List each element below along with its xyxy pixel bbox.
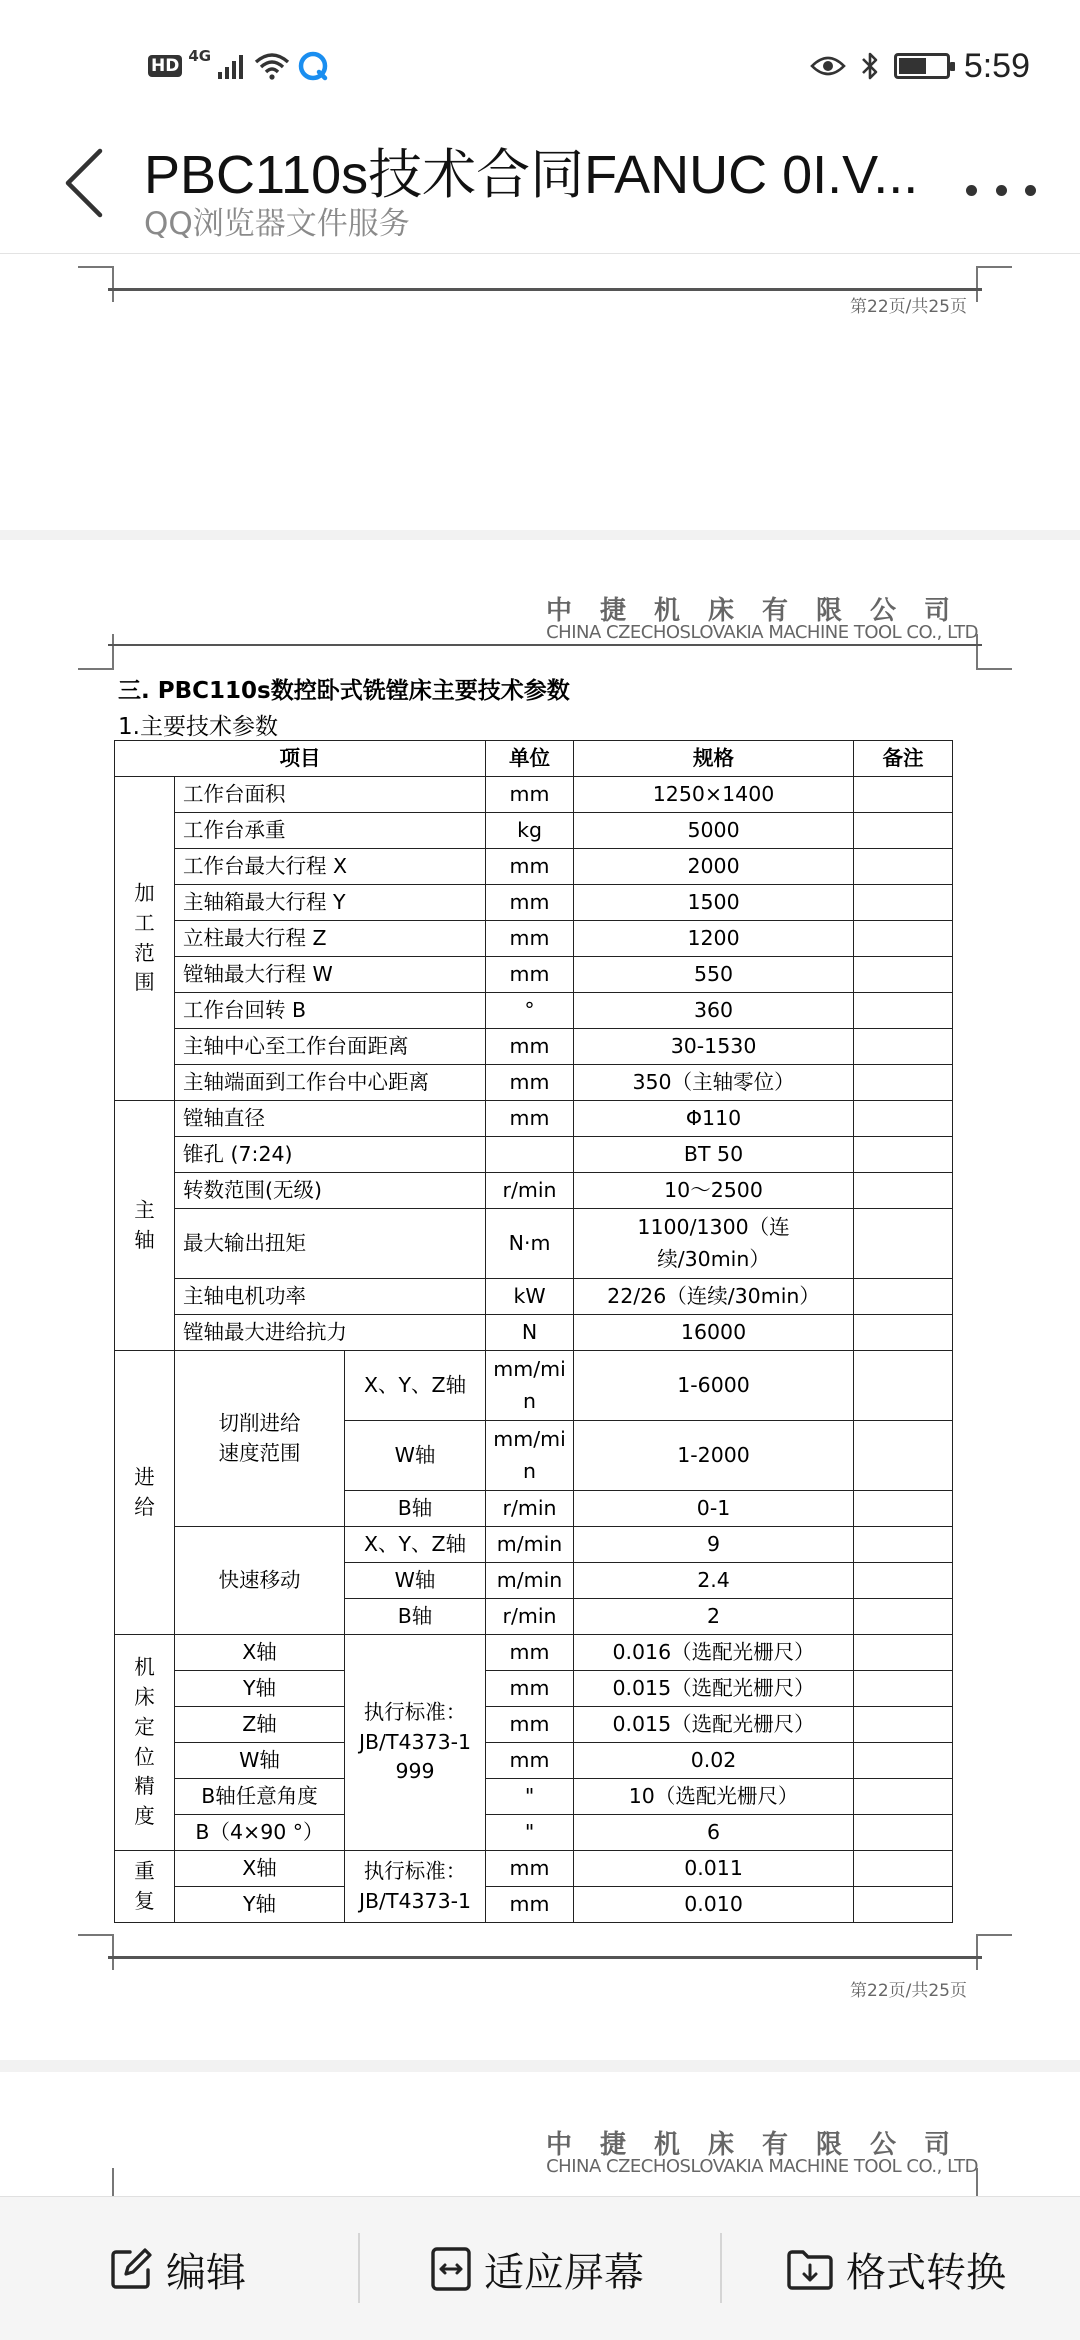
- feed-spec: 1-6000: [574, 1351, 854, 1421]
- browser-app-icon: [297, 50, 329, 82]
- param-note: [854, 957, 953, 993]
- param-note: [854, 1815, 953, 1851]
- table-row: [115, 1707, 953, 1743]
- param-spec: 350（主轴零位）: [574, 1065, 854, 1101]
- col-header-spec: 规格: [574, 741, 854, 777]
- feed-axis: B轴: [345, 1599, 486, 1635]
- footer-rule: [108, 288, 982, 291]
- param-name: 主轴端面到工作台中心距离: [175, 1065, 486, 1101]
- param-unit: mm: [486, 1029, 574, 1065]
- table-row: [115, 813, 953, 849]
- edit-label: 编辑: [166, 2249, 246, 2296]
- param-spec: 360: [574, 993, 854, 1029]
- sub-heading: 1.主要技术参数: [118, 714, 278, 740]
- accuracy-axis: B（4×90 °）: [175, 1815, 345, 1851]
- param-note: [854, 921, 953, 957]
- accuracy-unit: mm: [486, 1707, 574, 1743]
- param-unit: mm: [486, 777, 574, 813]
- param-note: [854, 1279, 953, 1315]
- toolbar-divider: [358, 2233, 360, 2303]
- feed-spec: 1-2000: [574, 1421, 854, 1491]
- param-name: 主轴箱最大行程 Y: [175, 885, 486, 921]
- param-unit: mm: [486, 1101, 574, 1137]
- param-spec: 5000: [574, 813, 854, 849]
- table-row: [115, 1279, 953, 1315]
- table-row: [115, 1137, 953, 1173]
- document-page: [0, 540, 1080, 2060]
- accuracy-spec: 10（选配光栅尺）: [574, 1779, 854, 1815]
- hd-badge: HD: [148, 55, 182, 77]
- param-name: 镗轴最大行程 W: [175, 957, 486, 993]
- table-header-row: [115, 741, 953, 777]
- table-row: [115, 1671, 953, 1707]
- param-note: [854, 1707, 953, 1743]
- folder-download-icon: [786, 2247, 834, 2291]
- table-row: [115, 1029, 953, 1065]
- status-bar: [0, 0, 1080, 130]
- param-name: 工作台最大行程 X: [175, 849, 486, 885]
- group-label-positioning: 机 床 定 位 精 度: [115, 1635, 175, 1851]
- table-row: [115, 849, 953, 885]
- feed-spec: 2.4: [574, 1563, 854, 1599]
- spindle-group: [115, 1101, 953, 1351]
- param-name: 镗轴最大进给抗力: [175, 1315, 486, 1351]
- table-row: [115, 1527, 953, 1563]
- header-rule: [108, 644, 982, 646]
- accuracy-spec: 0.02: [574, 1743, 854, 1779]
- group-label-processing: 加 工 范 围: [115, 777, 175, 1101]
- table-row: [115, 1173, 953, 1209]
- accuracy-unit: ": [486, 1815, 574, 1851]
- edit-icon: [108, 2246, 154, 2292]
- table-row: [115, 885, 953, 921]
- fit-screen-label: 适应屏幕: [484, 2249, 644, 2296]
- param-unit: mm: [486, 849, 574, 885]
- param-note: [854, 1315, 953, 1351]
- status-indicators: [148, 46, 329, 86]
- param-name: 立柱最大行程 Z: [175, 921, 486, 957]
- table-row: [115, 1779, 953, 1815]
- accuracy-axis: Y轴: [175, 1887, 345, 1923]
- group-label-feed: 进 给: [115, 1351, 175, 1635]
- table-row: [115, 1315, 953, 1351]
- clock: 5:59: [963, 46, 1030, 85]
- table-row: [115, 1351, 953, 1421]
- param-note: [854, 1635, 953, 1671]
- page-number: 第22页/共25页: [850, 297, 967, 317]
- feed-axis: W轴: [345, 1563, 486, 1599]
- param-name: 转数范围(无级): [175, 1173, 486, 1209]
- feed-axis: X、Y、Z轴: [345, 1527, 486, 1563]
- processing-range-group: [115, 777, 953, 1101]
- toolbar-divider: [720, 2233, 722, 2303]
- accuracy-unit: mm: [486, 1851, 574, 1887]
- param-spec: 2000: [574, 849, 854, 885]
- feed-unit: r/min: [486, 1491, 574, 1527]
- param-unit: mm: [486, 885, 574, 921]
- fit-screen-button[interactable]: [430, 2197, 644, 2340]
- param-note: [854, 885, 953, 921]
- accuracy-axis: B轴任意角度: [175, 1779, 345, 1815]
- param-spec: 16000: [574, 1315, 854, 1351]
- more-options-button[interactable]: [966, 170, 1036, 210]
- page-corner-mark: [78, 266, 114, 302]
- table-row: [115, 1815, 953, 1851]
- param-spec: 1200: [574, 921, 854, 957]
- page-corner-mark: [976, 1934, 1012, 1970]
- company-name-en: CHINA CZECHOSLOVAKIA MACHINE TOOL CO., LTD: [546, 622, 978, 643]
- format-convert-label: 格式转换: [846, 2249, 1006, 2296]
- accuracy-axis: Z轴: [175, 1707, 345, 1743]
- page-number: 第22页/共25页: [850, 1981, 967, 2001]
- param-name: 工作台承重: [175, 813, 486, 849]
- param-name: 工作台回转 B: [175, 993, 486, 1029]
- page-corner-mark: [78, 634, 114, 670]
- col-header-unit: 单位: [486, 741, 574, 777]
- param-note: [854, 1851, 953, 1887]
- edit-button[interactable]: [108, 2197, 246, 2340]
- document-source: QQ浏览器文件服务: [144, 206, 410, 242]
- param-note: [854, 1527, 953, 1563]
- format-convert-button[interactable]: [786, 2197, 1006, 2340]
- param-unit: N·m: [486, 1209, 574, 1279]
- param-spec: Φ110: [574, 1101, 854, 1137]
- param-note: [854, 1351, 953, 1421]
- signal-icon: [217, 52, 247, 80]
- feed-axis: W轴: [345, 1421, 486, 1491]
- accuracy-spec: 0.015（选配光栅尺）: [574, 1671, 854, 1707]
- section-heading: 三. PBC110s数控卧式铣镗床主要技术参数: [118, 678, 570, 704]
- param-spec: 1250×1400: [574, 777, 854, 813]
- battery-icon: [894, 53, 950, 79]
- accuracy-unit: mm: [486, 1743, 574, 1779]
- page-corner-mark: [976, 266, 1012, 302]
- table-row: [115, 1101, 953, 1137]
- feed-unit: m/min: [486, 1527, 574, 1563]
- accuracy-spec: 0.010: [574, 1887, 854, 1923]
- param-note: [854, 1065, 953, 1101]
- table-row: [115, 921, 953, 957]
- param-spec: 550: [574, 957, 854, 993]
- param-note: [854, 1101, 953, 1137]
- group-label-spindle: 主 轴: [115, 1101, 175, 1351]
- network-type: 4G: [188, 47, 212, 65]
- feed-unit: m/min: [486, 1563, 574, 1599]
- col-header-note: 备注: [854, 741, 953, 777]
- repeat-standard: 执行标准： JB/T4373-1: [345, 1851, 486, 1923]
- accuracy-spec: 0.016（选配光栅尺）: [574, 1635, 854, 1671]
- footer-rule: [108, 1956, 982, 1959]
- param-unit: °: [486, 993, 574, 1029]
- param-note: [854, 1743, 953, 1779]
- param-name: 最大输出扭矩: [175, 1209, 486, 1279]
- param-spec: 1500: [574, 885, 854, 921]
- feed-axis: B轴: [345, 1491, 486, 1527]
- bottom-toolbar: [0, 2196, 1080, 2340]
- param-spec: 1100/1300（连续/30min）: [574, 1209, 854, 1279]
- status-right: [810, 44, 1030, 88]
- table-row: [115, 1065, 953, 1101]
- company-name-cn: 中捷机床有限公司: [545, 2130, 978, 2160]
- param-name: 镗轴直径: [175, 1101, 486, 1137]
- more-dot-icon: [966, 185, 977, 196]
- feed-spec: 2: [574, 1599, 854, 1635]
- more-dot-icon: [1025, 185, 1036, 196]
- param-note: [854, 1491, 953, 1527]
- accuracy-axis: Y轴: [175, 1671, 345, 1707]
- param-note: [854, 1779, 953, 1815]
- param-spec: 22/26（连续/30min）: [574, 1279, 854, 1315]
- param-name: 主轴中心至工作台面距离: [175, 1029, 486, 1065]
- table-row: [115, 1851, 953, 1887]
- param-name: 工作台面积: [175, 777, 486, 813]
- param-note: [854, 813, 953, 849]
- param-note: [854, 1173, 953, 1209]
- accuracy-unit: mm: [486, 1635, 574, 1671]
- rapid-move-label: 快速移动: [175, 1527, 345, 1635]
- more-dot-icon: [996, 185, 1007, 196]
- title-bar: [0, 130, 1080, 254]
- repeatability-group: [115, 1851, 953, 1923]
- feed-spec: 0-1: [574, 1491, 854, 1527]
- param-note: [854, 1563, 953, 1599]
- param-note: [854, 993, 953, 1029]
- table-row: [115, 1209, 953, 1279]
- param-note: [854, 1029, 953, 1065]
- param-unit: mm: [486, 921, 574, 957]
- param-unit: r/min: [486, 1173, 574, 1209]
- param-name: 锥孔 (7:24): [175, 1137, 486, 1173]
- feed-group: [115, 1351, 953, 1635]
- spec-table: [114, 740, 953, 1923]
- accuracy-unit: mm: [486, 1671, 574, 1707]
- param-note: [854, 849, 953, 885]
- previous-page: [0, 254, 1080, 530]
- accuracy-spec: 0.015（选配光栅尺）: [574, 1707, 854, 1743]
- col-header-item: 项目: [115, 741, 486, 777]
- feed-unit: mm/min: [486, 1421, 574, 1491]
- page-corner-mark: [976, 634, 1012, 670]
- accuracy-unit: ": [486, 1779, 574, 1815]
- accuracy-axis: X轴: [175, 1635, 345, 1671]
- param-unit: N: [486, 1315, 574, 1351]
- param-unit: kW: [486, 1279, 574, 1315]
- company-name-cn: 中捷机床有限公司: [545, 596, 978, 626]
- accuracy-unit: mm: [486, 1887, 574, 1923]
- accuracy-axis: X轴: [175, 1851, 345, 1887]
- param-note: [854, 1887, 953, 1923]
- wifi-icon: [253, 51, 291, 81]
- company-name-en: CHINA CZECHOSLOVAKIA MACHINE TOOL CO., LTD: [546, 2156, 978, 2177]
- param-note: [854, 1421, 953, 1491]
- param-note: [854, 777, 953, 813]
- back-button[interactable]: [54, 138, 114, 228]
- eye-icon: [810, 54, 846, 78]
- param-note: [854, 1671, 953, 1707]
- accuracy-spec: 0.011: [574, 1851, 854, 1887]
- param-note: [854, 1599, 953, 1635]
- battery-level: [899, 58, 927, 74]
- cutting-feed-label: 切削进给 速度范围: [175, 1351, 345, 1527]
- param-note: [854, 1209, 953, 1279]
- param-unit: [486, 1137, 574, 1173]
- page-corner-mark: [78, 1934, 114, 1970]
- positioning-standard: 执行标准： JB/T4373-1 999: [345, 1635, 486, 1851]
- group-label-repeat: 重 复: [115, 1851, 175, 1923]
- positioning-accuracy-group: [115, 1635, 953, 1851]
- param-spec: 10～2500: [574, 1173, 854, 1209]
- param-unit: mm: [486, 957, 574, 993]
- feed-axis: X、Y、Z轴: [345, 1351, 486, 1421]
- table-row: [115, 1743, 953, 1779]
- accuracy-axis: W轴: [175, 1743, 345, 1779]
- document-title: PBC110s技术合同FANUC 0I.V...: [144, 145, 919, 205]
- table-row: [115, 957, 953, 993]
- feed-unit: r/min: [486, 1599, 574, 1635]
- table-row: [115, 993, 953, 1029]
- param-unit: kg: [486, 813, 574, 849]
- table-row: [115, 777, 953, 813]
- back-arrow-icon: [64, 148, 104, 218]
- bluetooth-icon: [860, 50, 880, 82]
- param-unit: mm: [486, 1065, 574, 1101]
- param-spec: BT 50: [574, 1137, 854, 1173]
- feed-unit: mm/min: [486, 1351, 574, 1421]
- feed-spec: 9: [574, 1527, 854, 1563]
- param-note: [854, 1137, 953, 1173]
- fit-screen-icon: [430, 2246, 472, 2292]
- table-row: [115, 1887, 953, 1923]
- accuracy-spec: 6: [574, 1815, 854, 1851]
- table-row: [115, 1635, 953, 1671]
- param-name: 主轴电机功率: [175, 1279, 486, 1315]
- param-spec: 30-1530: [574, 1029, 854, 1065]
